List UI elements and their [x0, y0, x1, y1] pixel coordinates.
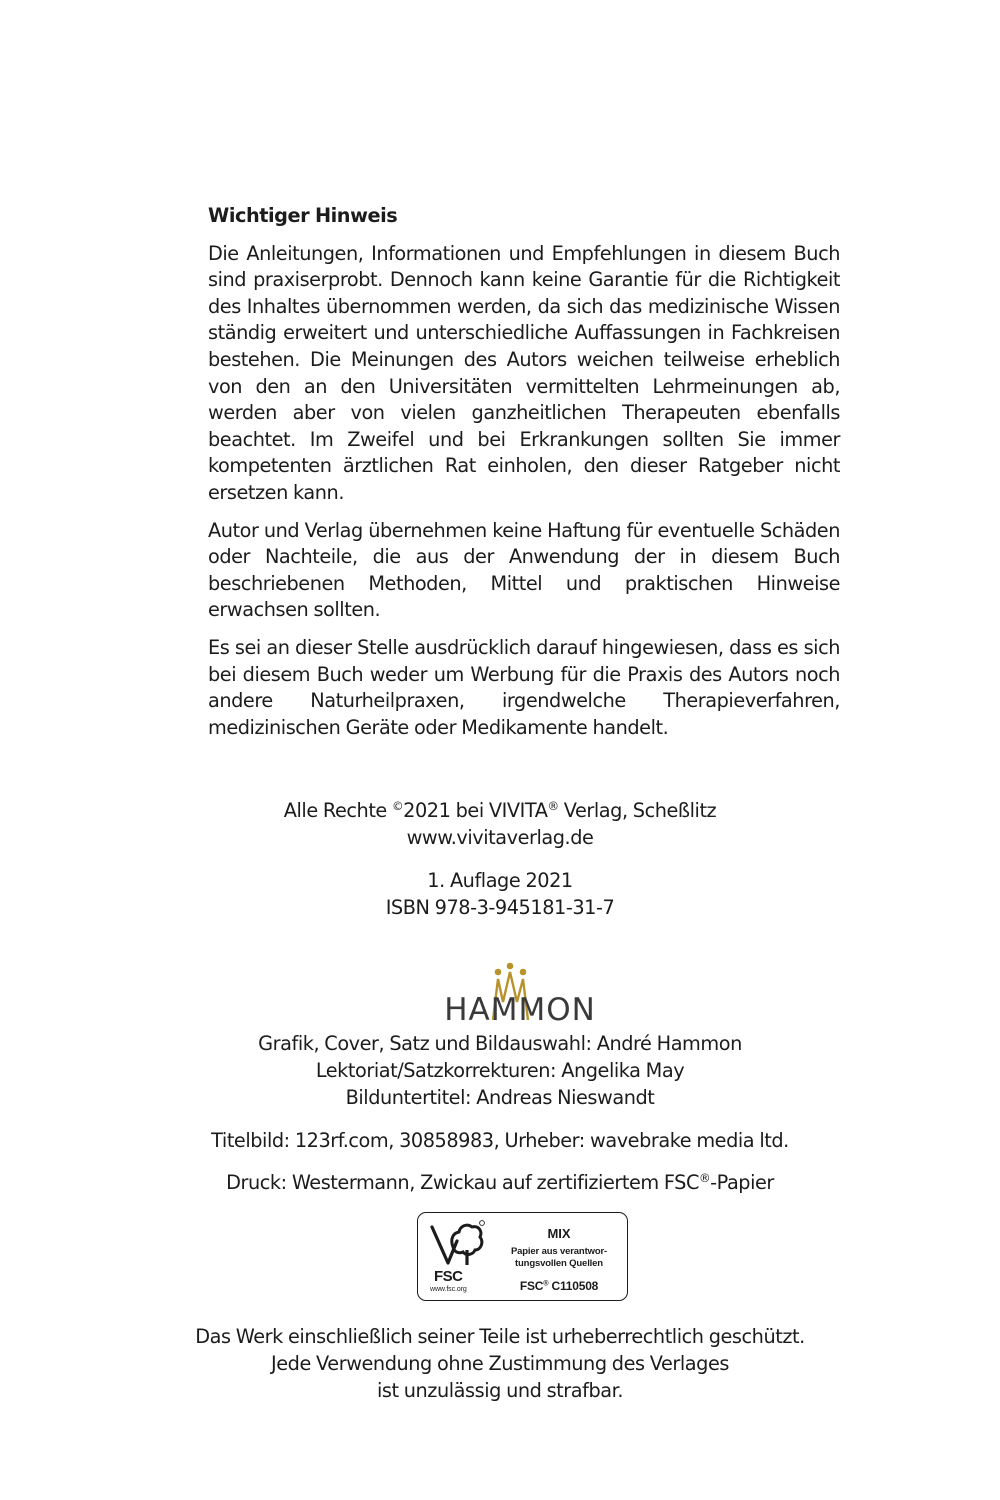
credit-design: Grafik, Cover, Satz und Bildauswahl: André Hammon	[258, 1032, 742, 1055]
notice-paragraph-3: Es sei an dieser Stelle ausdrücklich darauf hingewiesen, dass es sich bei diesem Buch weder um Werbung für die Praxis des Autors noch andere Naturheilpraxen, irgendwelche Therapieverfahren, medizinischen Geräte oder Medikamente handelt.	[208, 635, 840, 739]
publisher-website: www.vivitaverlag.de	[406, 826, 594, 850]
important-notice	[208, 203, 840, 752]
legal-line-3: ist unzulässig und strafbar.	[376, 1379, 624, 1403]
fsc-mix-label: MIX	[547, 1226, 571, 1241]
copyright-block	[150, 797, 850, 851]
credit-captions: Bilduntertitel: Andreas Nieswandt	[345, 1086, 655, 1110]
notice-paragraph-2: Autor und Verlag übernehmen keine Haftung für eventuelle Schäden oder Nachteile, die aus der Anwendung der in diesem Buch beschriebenen Methoden, Mittel und praktischen Hinweise erwachsen sollten.	[208, 518, 840, 622]
credit-title-image: Titelbild: 123rf.com, 30858983, Urheber: wavebrake media ltd.	[211, 1129, 789, 1152]
fsc-code-prefix: FSC	[519, 1279, 544, 1293]
credits-block	[150, 1030, 850, 1112]
print-block	[150, 1169, 850, 1196]
fsc-description	[495, 1246, 623, 1269]
notice-paragraph-1: Die Anleitungen, Informationen und Empfehlungen in diesem Buch sind praxiserprobt. Dennoch kann keine Garantie für die Richtigkeit des Inhaltes übernommen werden, da sich das medizinische Wissen ständig erweitert und unterschiedliche Auffassungen in Fachkreisen bestehen. Die Meinungen des Autors weichen teilweise erheblich von den an den Universitäten vermittelten Lehrmeinungen ab, werden aber von vielen ganzheitlichen Therapeuten ebenfalls beachtet. Im Zweifel und bei Erkrankungen sollten Sie immer kompetenten ärztlichen Rat einholen, den dieser Ratgeber nicht ersetzen kann.	[208, 241, 840, 504]
print-registered-mark: ®	[698, 1171, 711, 1186]
copyright-symbol: ©	[392, 799, 404, 814]
legal-line-1: Das Werk einschließlich seiner Teile ist urheberrechtlich geschützt.	[195, 1325, 805, 1348]
hammon-logo	[440, 962, 600, 1024]
print-prefix: Druck: Westermann, Zwickau auf zertifiziertem FSC	[226, 1171, 699, 1194]
logo-wordmark: HAMMON	[444, 992, 596, 1024]
credit-print	[150, 1169, 850, 1196]
title-image-block	[150, 1127, 850, 1154]
legal-line-2: Jede Verwendung ohne Zustimmung des Verlages	[271, 1352, 729, 1376]
fsc-label: FSC	[434, 1268, 463, 1285]
credit-editing: Lektoriat/Satzkorrekturen: Angelika May	[315, 1059, 685, 1083]
fsc-description-line-2: tungsvollen Quellen	[515, 1257, 603, 1269]
fsc-code-number: C110508	[548, 1279, 599, 1293]
fsc-certification-badge	[417, 1212, 628, 1301]
fsc-license-code	[495, 1279, 623, 1293]
isbn-line: ISBN 978-3-945181-31-7	[385, 896, 615, 920]
edition-block	[150, 867, 850, 921]
copyright-publisher: 2021 bei VIVITA	[403, 799, 548, 822]
fsc-description-line-1: Papier aus verantwor-	[510, 1246, 608, 1257]
print-suffix: -Papier	[710, 1171, 774, 1194]
copyright-prefix: Alle Rechte	[283, 799, 393, 822]
legal-block	[150, 1323, 850, 1405]
edition-line: 1. Auflage 2021	[427, 869, 573, 892]
registered-mark: ®	[547, 799, 559, 814]
copyright-line	[150, 797, 850, 824]
fsc-website: www.fsc.org	[430, 1286, 467, 1293]
fsc-code-registered: ®	[543, 1278, 549, 1288]
notice-title: Wichtiger Hinweis	[208, 204, 398, 227]
copyright-suffix: Verlag, Scheßlitz	[558, 799, 717, 822]
